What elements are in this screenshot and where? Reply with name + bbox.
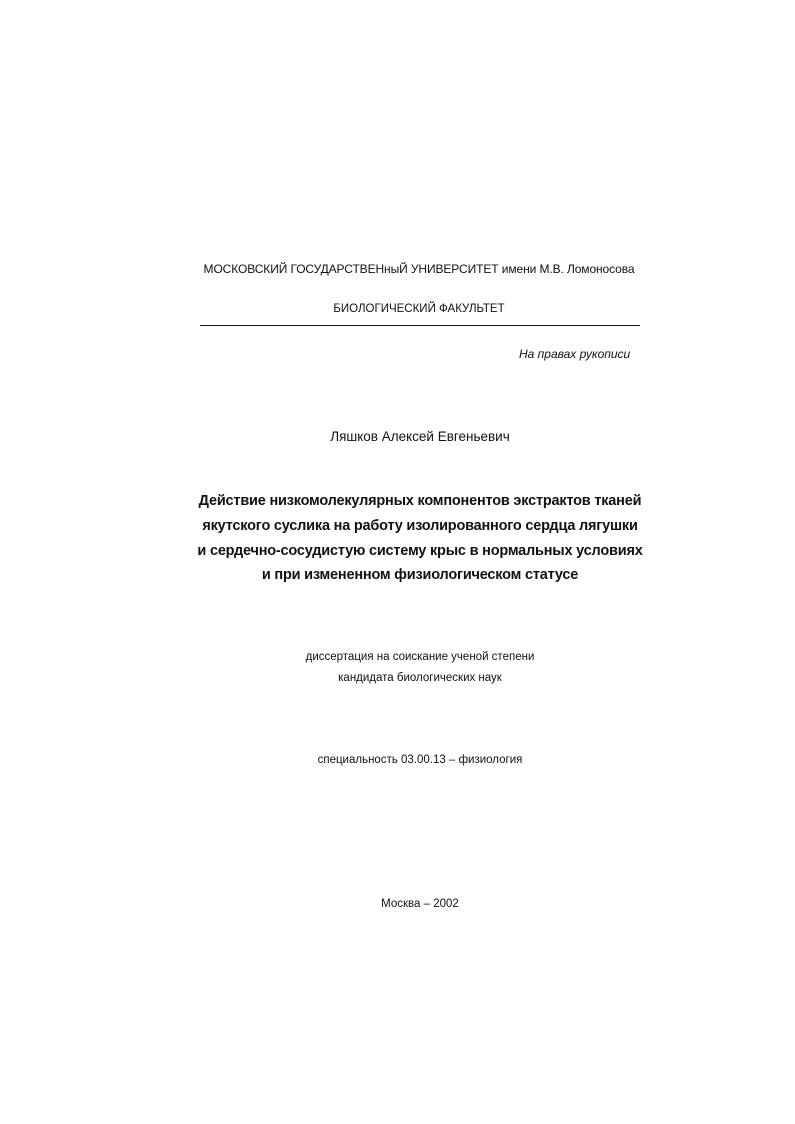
dissertation-title-line: якутского суслика на работу изолированного сердца лягушки: [202, 518, 638, 534]
degree-line: кандидата биологических наук: [338, 672, 502, 684]
dissertation-title-line: Действие низкомолекулярных компонентов экстрактов тканей: [198, 493, 642, 509]
manuscript-note: На правах рукописи: [519, 347, 631, 361]
university-name: МОСКОВСКИЙ ГОСУДАРСТВЕНныЙ УНИВЕРСИТЕТ имени М.В. Ломоносова: [203, 262, 635, 276]
dissertation-title-line: и сердечно-сосудистую систему крыс в нормальных условиях: [197, 543, 643, 559]
dissertation-title-line: и при измененном физиологическом статусе: [261, 567, 579, 583]
city-year: Москва – 2002: [381, 898, 459, 910]
degree-line: диссертация на соискание ученой степени: [305, 651, 535, 663]
author-name: Ляшков Алексей Евгеньевич: [330, 429, 510, 444]
header-divider: [200, 325, 640, 326]
faculty-name: БИОЛОГИЧЕСКИЙ ФАКУЛЬТЕТ: [333, 303, 505, 315]
specialty-line: специальность 03.00.13 – физиология: [317, 754, 523, 766]
